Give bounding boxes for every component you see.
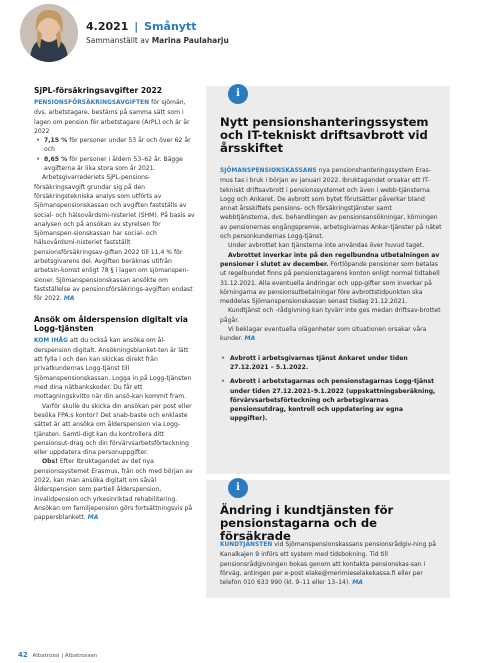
list-item: • Avbrott i arbetstagarnas och pensionstagarnas Logg-tjänst under tiden 27.12.2021–9.1.2022 (uppskattningsberäkning, förvärvsarbetsförteckning och arbetsgivarnas pensionsutdrag, kontroll och uppdatering av egna uppgifter).: [220, 377, 442, 423]
box2-body: [220, 540, 442, 587]
author-signature: MA: [63, 295, 75, 303]
compiled-by-prefix: Sammanställt av: [86, 36, 150, 45]
list-item: [34, 155, 196, 174]
box1-paragraph-text: Vi beklagar eventuella olägenheter som situationen orsakar våra kunder.: [220, 326, 427, 343]
box2-paragraph-text: vid Sjömanspensionskassans pensionsrådgiv-ning på Kanalkajen 9 införs ett system med tidsbokning. Tid till pensionsrådgivningen bokas genom att kontakta pensionskas-san i förväg, antingen per e-post elake@merimieselakekassa.fi eller per telefon 010 633 990 (kl. 9–11 eller 13–14).: [220, 541, 436, 587]
section2-kicker: KOM IHÅG: [34, 337, 68, 344]
note-label: Obs!: [42, 458, 58, 466]
list-item: • Avbrott i arbetsgivarnas tjänst Ankaret under tiden 27.12.2021 – 5.1.2022.: [220, 354, 442, 373]
section1-intro: [34, 98, 196, 136]
section1-paragraph: [34, 173, 196, 303]
page-number: 42: [18, 651, 28, 659]
info-icon: i: [228, 84, 248, 104]
section1-bullets: [34, 136, 196, 173]
box1-paragraph: [220, 166, 442, 241]
bullet-text: för personer i åldern 53–62 år. Bägge avgifterna är lika stora som år 2021.: [44, 155, 183, 173]
box2-kicker: KUNDTJÄNSTEN: [220, 542, 273, 548]
author-signature: MA: [244, 335, 256, 343]
section2-intro: [34, 336, 196, 402]
page-header: [0, 0, 480, 70]
section1-intro-text: för sjömän, dvs. arbetstagare, bestäms på samma sätt som i lagen om pension för arbetstagare (ArPL) och är år 2022: [34, 99, 190, 135]
info-box-customer-service: [206, 480, 450, 598]
section1-title: SjPL-försäkringsavgifter 2022: [34, 86, 163, 95]
box1-paragraph: [220, 325, 442, 344]
info-box-system-change: [206, 86, 450, 474]
note-text: Efter Ibruktagandet av det nya pensionssystemet Erasmus, från och med början av 2022, kan man ansöka digitalt om såväl ålderspension som partiell ålderspension, invalidpension och yrkesinriktad rehabilitering. Ansökan om familjepension görs fortsättningsvis på pappersblankett.: [34, 458, 193, 522]
bullet-rate: 8,65 %: [44, 155, 68, 163]
box1-emphasis: Avbrottet inverkar inte på den regelbundna utbetalningen av pensioner i slutet av december.: [220, 251, 440, 268]
compiled-by: [86, 36, 229, 45]
compiled-by-name: Marina Paulaharju: [151, 36, 229, 45]
section2-title: Ansök om ålderspension digitalt via Logg-tjänsten: [34, 314, 188, 333]
author-signature: MA: [87, 514, 99, 522]
section1-kicker: PENSIONSFÖRSÄKRINGSAVGIFTEN: [34, 100, 150, 106]
issue-separator: |: [134, 20, 139, 33]
outage-list: [220, 354, 442, 424]
box1-kicker: SJÖMANSPENSIONSKASSANS: [220, 168, 317, 174]
info-icon: i: [228, 478, 248, 498]
section1-paragraph-text: Arbetsgivarrederiets SjPL-pensions-försäkringsavgift grundar sig på den försäkringstekniska analys som utförts av Sjömanspensionskassan och avgiften fastställs av social- och hälsovårdsmi-nisteriet (SHM). På basis av analysen och på ansökan av styrelsen för Sjömanspen-sionskassan har social- och hälsovårdsmi-nisteriet fastställt pensionsförsäkringsav-giften 2022 till 11,4 % för arbetsgivarens del. Avgiften beräknas utifrån arbetsin-komst enligt 78 § i lagen om sjömanspen-sioner. Sjömanspensionskassan ansökte om fastställelse av pensionsförsäkrings-avgiften endast för 2022.: [34, 174, 195, 303]
box1-paragraph-text: nya pensionshanteringssystem Eras-mus tas i bruk i början av januari 2022. Ibruktagandet orsakar ett IT-tekniskt driftsavbrott i pensionssystemet och även i webb-tjänsterna Logg och Ankaret. De avbrott som bytet förutsätter påverkar bland annat årsskiftets pensions- och försäkringstjänster samt webbtjänsterna, dvs. behandlingen av pensionsansökningar, körningen av pensionernas engångspremie, arbetsgivarnas Ankar-tjänster på nätet och personkundernas Logg-tjänst.: [220, 167, 442, 241]
section2-intro-text: att du också kan ansöka om ål-derspension digitalt. Ansökningsblanket-ten är lätt att fylla i och den kan skickas direkt från privatkundernas Logg-tjänst till Sjömanspensionskassan. Loggа in på Logg-tjänsten med dina nätbankskoder. Du får ett mottagningskvitto när din ansö-kan kommit fram.: [34, 336, 192, 401]
rubric-label: Smånytt: [144, 20, 197, 33]
bullet-rate: 7,15 %: [44, 137, 68, 145]
left-column: [34, 86, 196, 522]
box1-paragraph-text: Fortlöpande pensioner som betalas ut regelbundet finns på pensionstagarens konton enligt normal tidtabell 31.12.2021. Alla eventuella ändringar och upp-gifter som inverkar på körningarna av pensionsutbetalningar före avbrottstidpunkten ska meddelas Sjömanspensionskassan senast tisdag 21.12.2021.: [220, 260, 440, 306]
author-avatar: [20, 4, 78, 62]
page-footer: [18, 651, 97, 659]
box1-body: [220, 166, 442, 429]
list-item: [34, 136, 196, 155]
issue-heading: [86, 20, 197, 33]
author-signature: MA: [352, 579, 363, 587]
box2-title: Ändring i kundtjänsten för pensionstagarna och de försäkrade: [220, 503, 394, 543]
issue-number: 4.2021: [86, 20, 129, 33]
section2-note: [34, 457, 196, 522]
box1-paragraph: Under avbrottet kan tjänsterna inte användas över huvud taget.: [228, 242, 425, 250]
section2-paragraph: Varför skulle du skicka din ansökan per post eller besöka FPA:s kontor? Det snab-baste och enklaste sättet är att ansöka om ålderspension via Logg-tjänsten. Samti-digt kan du kontrollera ditt pensionsut-drag och din förvärvsarbetsförteckning eller uppdatera dina personuppgifter.: [34, 402, 192, 457]
publication-name: Albatrossi | Albatrossen: [32, 653, 98, 659]
box2-paragraph: [220, 540, 442, 587]
box1-paragraph: [220, 251, 442, 307]
box1-title: Nytt pensionshanteringssystem och IT-tekniskt driftsavbrott vid årsskiftet: [220, 115, 429, 155]
bullet-text: för personer under 53 år och över 62 år och: [44, 137, 191, 154]
box1-paragraph: Kundtjänst och -rådgivning kan tyvärr inte ges medan driftsav-brottet pågår.: [220, 307, 441, 324]
